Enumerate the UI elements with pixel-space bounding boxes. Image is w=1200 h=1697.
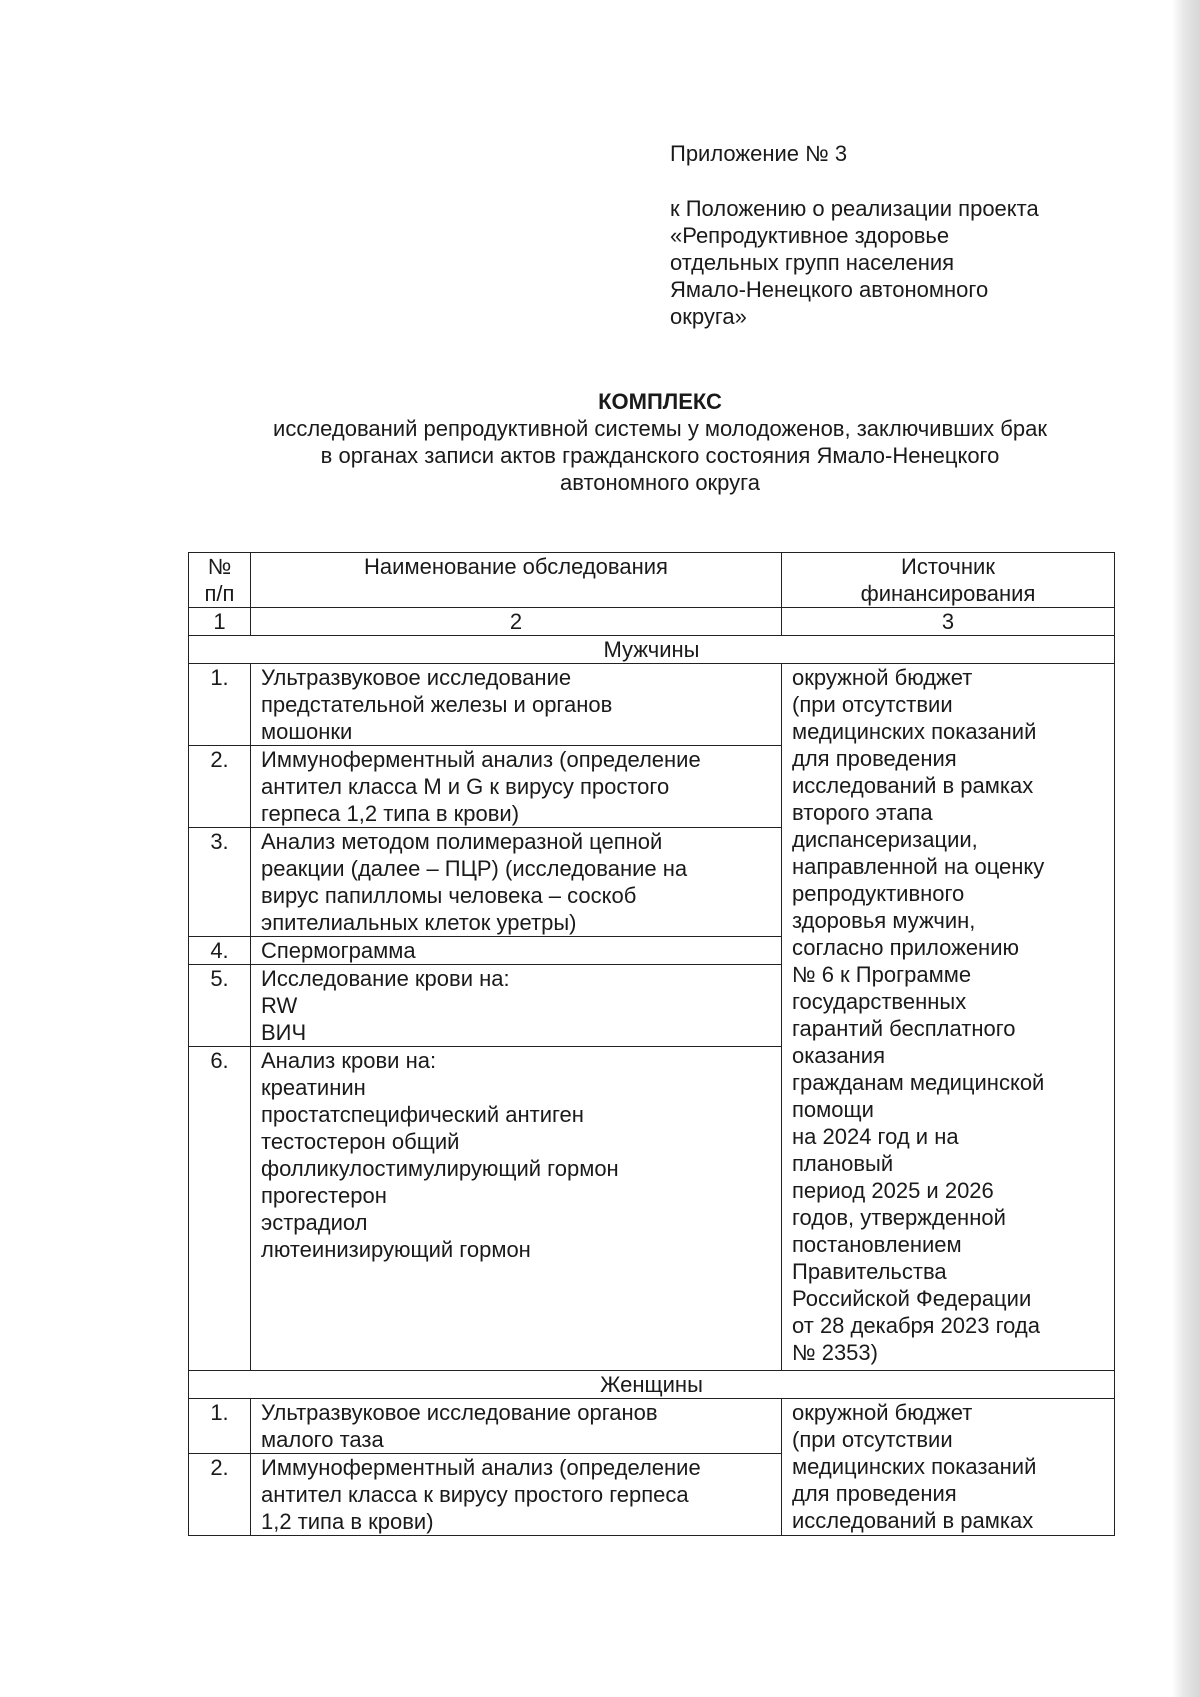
- examination-name: Анализ крови на: креатинин простатспецифический антиген тестостерон общий фолликулостимулирующий гормон прогестерон эстрадиол лютеинизирующий гормон: [251, 1047, 782, 1371]
- column-numbers-row: [189, 608, 1115, 636]
- section-row-women: [189, 1371, 1115, 1399]
- examination-name: Исследование крови на: RW ВИЧ: [251, 965, 782, 1047]
- section-title: Женщины: [189, 1371, 1115, 1399]
- column-number: 2: [251, 608, 782, 636]
- column-number: 1: [189, 608, 251, 636]
- row-number: 3.: [189, 828, 251, 937]
- row-number: 6.: [189, 1047, 251, 1371]
- row-number: 2.: [189, 746, 251, 828]
- examination-name: Ультразвуковое исследование органов малого таза: [251, 1399, 782, 1454]
- examination-name: Анализ методом полимеразной цепной реакции (далее – ПЦР) (исследование на вирус папилломы человека – соскоб эпителиальных клеток уретры): [251, 828, 782, 937]
- section-title: Мужчины: [189, 636, 1115, 664]
- funding-source: окружной бюджет (при отсутствии медицинских показаний для проведения исследований в рамках второго этапа диспансеризации, направленной на оценку репродуктивного здоровья мужчин, согласно приложению № 6 к Программе государственных гарантий бесплатного оказания гражданам медицинской помощи на 2024 год и на плановый период 2025 и 2026 годов, утвержденной постановлением Правительства Российской Федерации от 28 декабря 2023 года № 2353): [782, 664, 1115, 1371]
- examination-name: Иммуноферментный анализ (определение антител класса к вирусу простого герпеса 1,2 типа в крови): [251, 1454, 782, 1536]
- header-number: № п/п: [189, 553, 251, 608]
- examinations-table: [188, 552, 1115, 1536]
- title-heading: КОМПЛЕКС: [598, 389, 722, 414]
- header-funding: Источник финансирования: [782, 553, 1115, 608]
- table-row: [189, 664, 1115, 746]
- examination-name: Иммуноферментный анализ (определение антител класса M и G к вирусу простого герпеса 1,2 типа в крови): [251, 746, 782, 828]
- header-name: Наименование обследования: [251, 553, 782, 608]
- row-number: 1.: [189, 1399, 251, 1454]
- row-number: 4.: [189, 937, 251, 965]
- appendix-number: Приложение № 3: [670, 141, 848, 166]
- examination-name: Спермограмма: [251, 937, 782, 965]
- column-number: 3: [782, 608, 1115, 636]
- page-edge-shadow: [1172, 0, 1200, 1697]
- examination-name: Ультразвуковое исследование предстательной железы и органов мошонки: [251, 664, 782, 746]
- document-title: [160, 388, 1160, 496]
- section-row-men: [189, 636, 1115, 664]
- row-number: 2.: [189, 1454, 251, 1536]
- appendix-block: [670, 140, 1110, 330]
- row-number: 1.: [189, 664, 251, 746]
- title-subtitle: исследований репродуктивной системы у молодоженов, заключивших брак в органах записи актов гражданского состояния Ямало-Ненецкого автономного округа: [273, 416, 1047, 495]
- appendix-reference: к Положению о реализации проекта «Репродуктивное здоровье отдельных групп населения Ямало-Ненецкого автономного округа»: [670, 196, 1039, 329]
- table-header-row: [189, 553, 1115, 608]
- row-number: 5.: [189, 965, 251, 1047]
- table-row: [189, 1399, 1115, 1454]
- funding-source: окружной бюджет (при отсутствии медицинских показаний для проведения исследований в рамках: [782, 1399, 1115, 1536]
